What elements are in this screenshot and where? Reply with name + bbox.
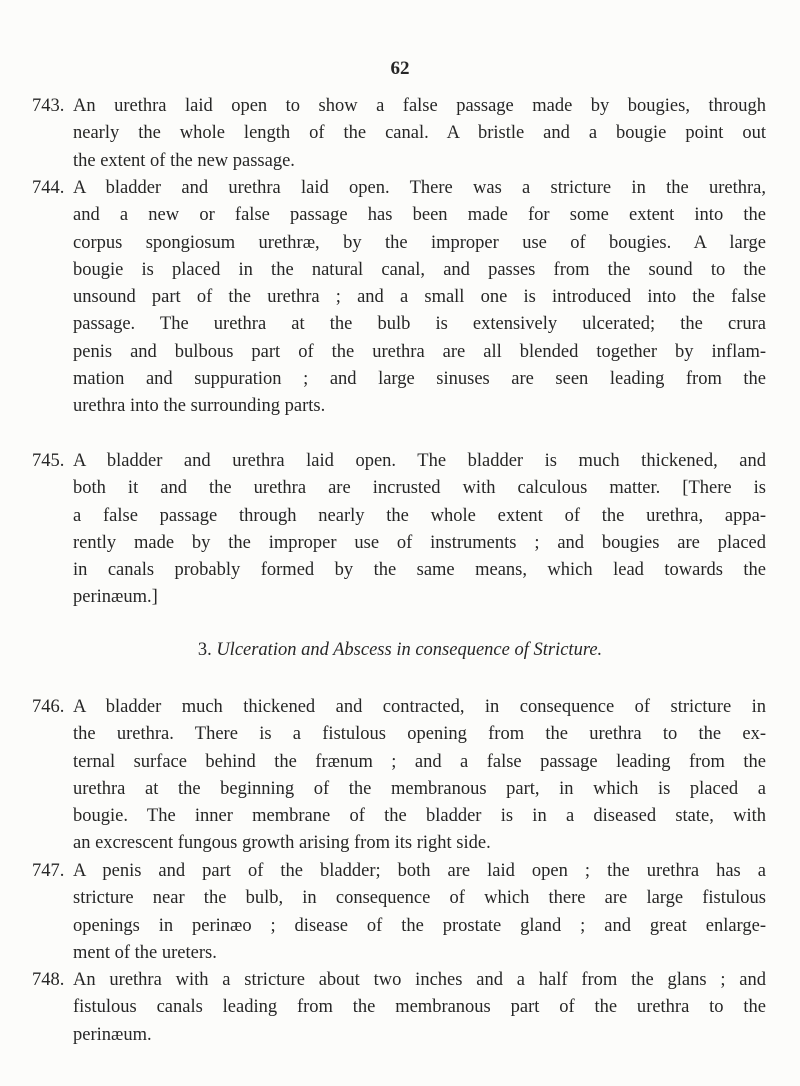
- text-line: urethra at the beginning of the membranous part, in which is placed a: [73, 778, 766, 799]
- text-line: and a new or false passage has been made for some extent into the: [73, 205, 766, 226]
- catalogue-entry-744: [32, 175, 766, 421]
- text-line: A bladder much thickened and contracted, in consequence of stricture in: [73, 697, 766, 717]
- text-line: the extent of the new passage.: [73, 150, 295, 171]
- text-line: stricture near the bulb, in consequence of which there are large fistulous: [73, 888, 766, 909]
- text-line: passage. The urethra at the bulb is extensively ulcerated; the crura: [73, 314, 766, 335]
- text-line: An urethra laid open to show a false passage made by bougies, through: [73, 96, 766, 116]
- text-line: corpus spongiosum urethræ, by the improper use of bougies. A large: [73, 232, 766, 253]
- text-line: A bladder and urethra laid open. The bladder is much thickened, and: [73, 451, 766, 471]
- text-line: rently made by the improper use of instruments ; and bougies are placed: [73, 532, 766, 553]
- text-line: an excrescent fungous growth arising from its right side.: [73, 833, 491, 854]
- text-line: An urethra with a stricture about two inches and a half from the glans ; and: [73, 970, 766, 990]
- entry-number: 747.: [32, 861, 65, 881]
- entry-number: 743.: [32, 96, 65, 116]
- section-number: 3.: [197, 640, 212, 660]
- entry-text: [73, 175, 766, 421]
- text-line: nearly the whole length of the canal. A bristle and a bougie point out: [73, 123, 766, 144]
- text-line: bougie. The inner membrane of the bladder is in a diseased state, with: [73, 806, 766, 827]
- entry-text: [73, 967, 766, 1049]
- catalogue-entry-746: [32, 694, 766, 858]
- entry-text: [73, 448, 766, 612]
- entry-number: 744.: [32, 178, 65, 198]
- text-line: unsound part of the urethra ; and a small one is introduced into the false: [73, 287, 766, 308]
- text-line: penis and bulbous part of the urethra are all blended together by inflam-: [73, 341, 766, 362]
- section-heading: [0, 640, 800, 661]
- text-line: urethra into the surrounding parts.: [73, 396, 326, 417]
- text-line: A penis and part of the bladder; both are laid open ; the urethra has a: [73, 861, 766, 881]
- text-line: fistulous canals leading from the membranous part of the urethra to the: [73, 997, 766, 1018]
- text-line: a false passage through nearly the whole extent of the urethra, appa-: [73, 505, 766, 526]
- text-line: both it and the urethra are incrusted with calculous matter. [There is: [73, 478, 766, 499]
- text-line: in canals probably formed by the same means, which lead towards the: [73, 560, 766, 581]
- text-line: ternal surface behind the frænum ; and a false passage leading from the: [73, 751, 766, 772]
- text-line: bougie is placed in the natural canal, and passes from the sound to the: [73, 259, 766, 280]
- catalogue-entry-743: [32, 93, 766, 175]
- catalogue-entry-748: [32, 967, 766, 1049]
- page-number: 62: [390, 58, 410, 79]
- catalogue-entry-747: [32, 858, 766, 967]
- text-line: mation and suppuration ; and large sinuses are seen leading from the: [73, 369, 766, 390]
- entry-number: 745.: [32, 451, 65, 471]
- entry-text: [73, 858, 766, 967]
- section-title: Ulceration and Abscess in consequence of Stricture.: [216, 640, 603, 660]
- text-line: A bladder and urethra laid open. There was a stricture in the urethra,: [73, 178, 766, 198]
- text-line: perinæum.: [73, 1024, 152, 1045]
- text-line: openings in perinæo ; disease of the prostate gland ; and great enlarge-: [73, 915, 766, 936]
- entry-text: [73, 93, 766, 175]
- entry-number: 746.: [32, 697, 65, 717]
- text-line: perinæum.]: [73, 587, 158, 608]
- text-line: the urethra. There is a fistulous opening from the urethra to the ex-: [73, 724, 766, 745]
- entry-number: 748.: [32, 970, 65, 990]
- text-line: ment of the ureters.: [73, 942, 217, 963]
- catalogue-entry-745: [32, 448, 766, 612]
- entry-text: [73, 694, 766, 858]
